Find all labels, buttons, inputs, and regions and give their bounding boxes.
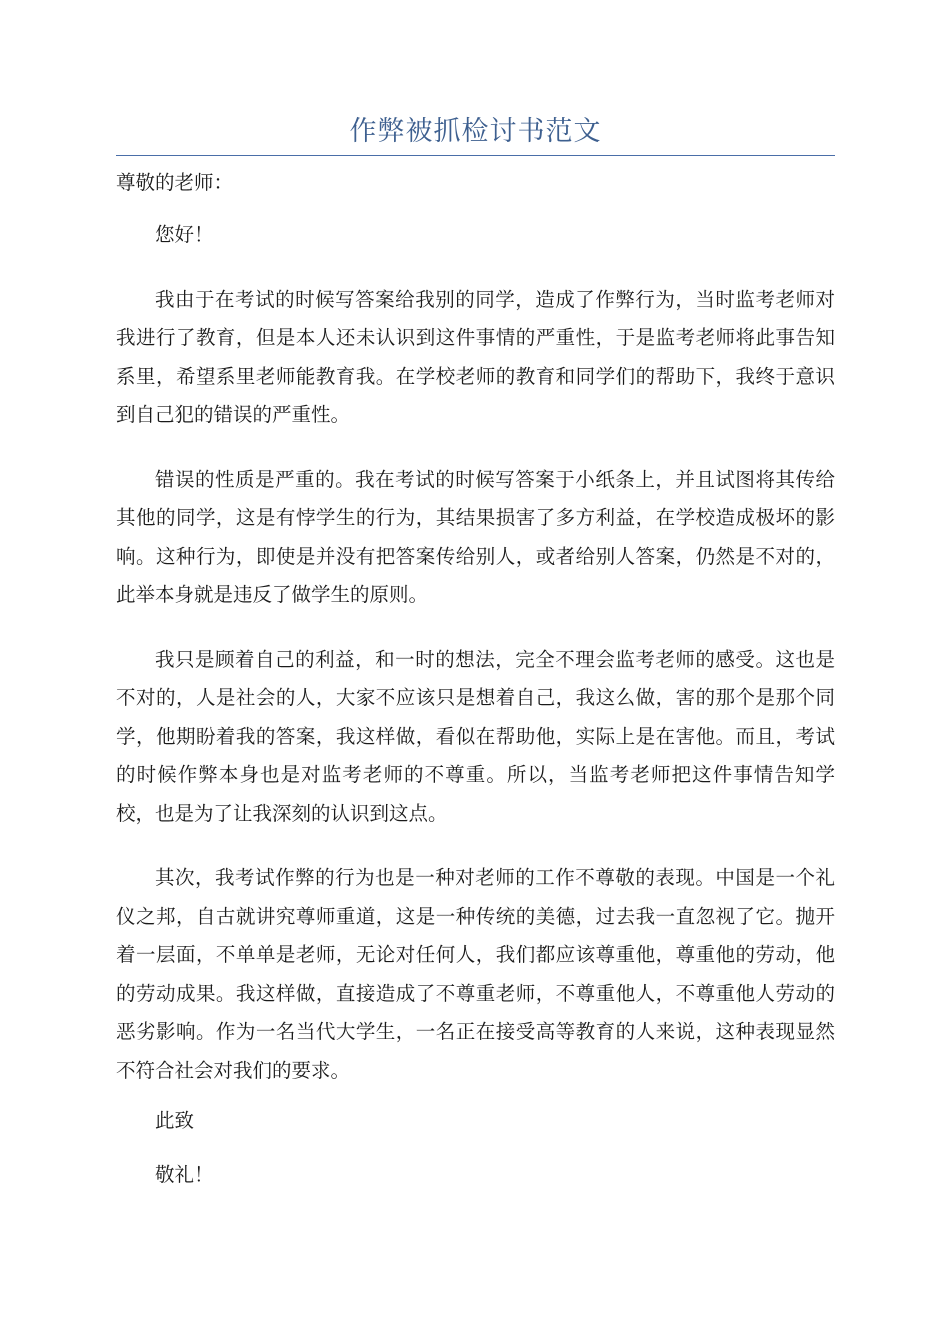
body-paragraph-2: 错误的性质是严重的。我在考试的时候写答案于小纸条上，并且试图将其传给其他的同学，这是有悖学生的行为，其结果损害了多方利益，在学校造成极坏的影响。这种行为，即使是并没有把答案传给别人，或者给别人答案，仍然是不对的，此举本身就是违反了做学生的原则。 bbox=[116, 467, 835, 606]
closing-line-1: 此致 bbox=[155, 1109, 195, 1132]
greeting: 您好！ bbox=[155, 223, 214, 246]
closing-line-2: 敬礼！ bbox=[155, 1163, 214, 1186]
document-title: 作弊被抓检讨书范文 bbox=[116, 110, 835, 156]
body-paragraph-4: 其次，我考试作弊的行为也是一种对老师的工作不尊敬的表现。中国是一个礼仪之邦，自古就讲究尊师重道，这是一种传统的美德，过去我一直忽视了它。抛开着一层面，不单单是老师，无论对任何人，我们都应该尊重他，尊重他的劳动，他的劳动成果。我这样做，直接造成了不尊重老师，不尊重他人，不尊重他人劳动的恶劣影响。作为一名当代大学生，一名正在接受高等教育的人来说，这种表现显然不符合社会对我们的要求。 bbox=[116, 866, 835, 1082]
body-paragraph-1: 我由于在考试的时候写答案给我别的同学，造成了作弊行为，当时监考老师对我进行了教育，但是本人还未认识到这件事情的严重性，于是监考老师将此事告知系里，希望系里老师能教育我。在学校老师的教育和同学们的帮助下，我终于意识到自己犯的错误的严重性。 bbox=[116, 287, 835, 426]
body-paragraph-3: 我只是顾着自己的利益，和一时的想法，完全不理会监考老师的感受。这也是不对的，人是社会的人，大家不应该只是想着自己，我这么做，害的那个是那个同学，他期盼着我的答案，我这样做，看似在帮助他，实际上是在害他。而且，考试的时候作弊本身也是对监考老师的不尊重。所以，当监考老师把这件事情告知学校，也是为了让我深刻的认识到这点。 bbox=[116, 647, 835, 825]
salutation: 尊敬的老师： bbox=[116, 171, 234, 194]
document-page bbox=[116, 110, 835, 1190]
